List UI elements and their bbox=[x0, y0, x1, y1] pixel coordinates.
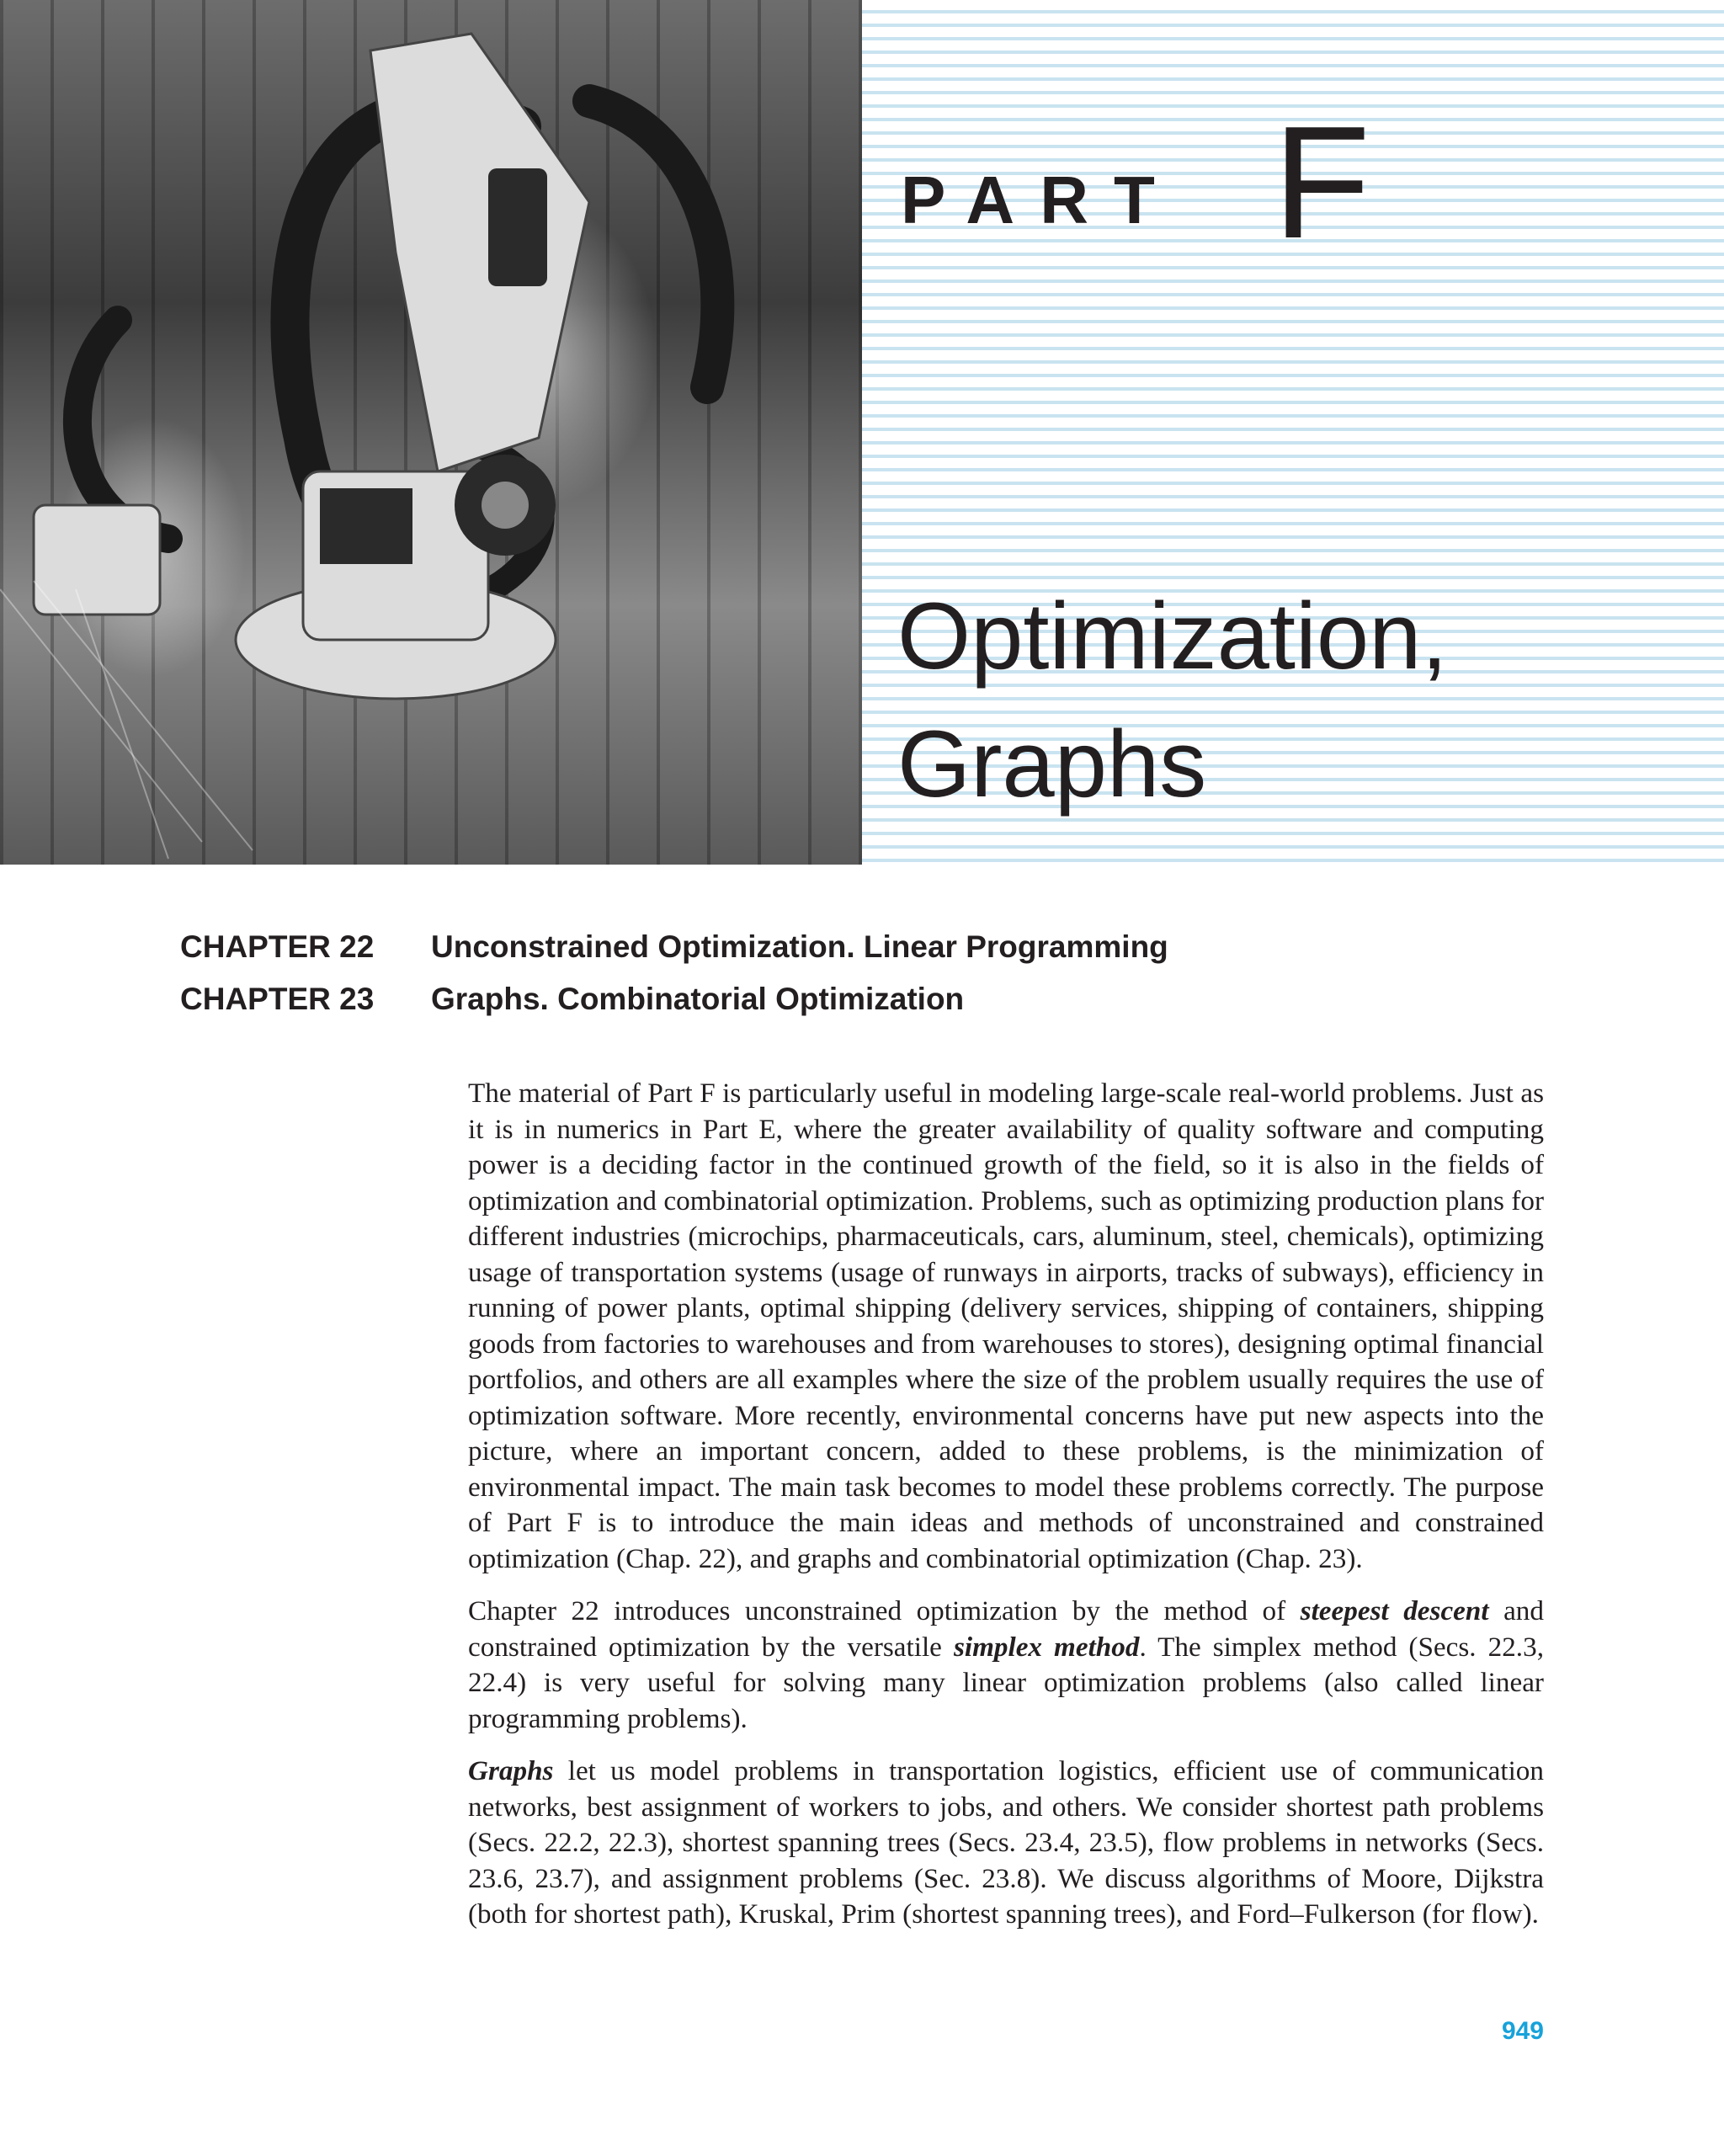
chapter-entry bbox=[180, 973, 1168, 1025]
body-text bbox=[468, 1076, 1544, 1950]
chapter-number: CHAPTER 22 bbox=[180, 929, 375, 964]
chapter-list bbox=[180, 921, 1168, 1025]
part-label: PART bbox=[901, 162, 1180, 237]
paragraph-intro: The material of Part F is particularly useful in modeling large-scale real-world problems. Just as it is in numerics in Part E, where the greater availability of quality software and computing power is a deciding factor in the continued growth of the field, so it is also in the fields of optimization and combinatorial optimization. Problems, such as optimizing production plans for different industries (microchips, pharmaceuticals, cars, aluminum, steel, chemicals), optimizing usage of transportation systems (usage of runways in airports, tracks of subways), efficiency in running of power plants, optimal shipping (delivery services, shipping of containers, shipping goods from factories to warehouses and from warehouses to stores), designing optimal financial portfolios, and others are all examples where the size of the problem usually requires the use of optimization software. More recently, environmental concerns have put new aspects into the picture, where an important concern, added to these problems, is the minimization of environmental impact. The main task becomes to model these problems correctly. The purpose of Part F is to introduce the main ideas and methods of unconstrained and constrained optimization (Chap. 22), and graphs and combinatorial optimization (Chap. 23). bbox=[468, 1078, 1544, 1574]
paragraph-chapter-22 bbox=[468, 1594, 1544, 1737]
text-run: . The simplex method (Secs. 22.3, 22.4) is very useful for solving many linear optimization problems (also called linear programming problems). bbox=[468, 1631, 1544, 1734]
chapter-number: CHAPTER 23 bbox=[180, 982, 375, 1016]
chapter-title: Unconstrained Optimization. Linear Programming bbox=[431, 929, 1168, 964]
part-title-line-1: Optimization, bbox=[897, 583, 1448, 689]
robot-arms-illustration bbox=[0, 0, 862, 865]
emphasis-term: simplex method bbox=[953, 1631, 1140, 1663]
page-number: 949 bbox=[1501, 2017, 1544, 2045]
text-run: and constrained optimization by the versatile bbox=[468, 1595, 1544, 1663]
paragraph-graphs bbox=[468, 1754, 1544, 1933]
emphasis-term: steepest descent bbox=[1300, 1595, 1489, 1626]
text-run: Chapter 22 introduces unconstrained optimization by the method of bbox=[468, 1595, 1301, 1626]
part-title-line-2: Graphs bbox=[897, 711, 1207, 817]
emphasis-term: Graphs bbox=[468, 1755, 554, 1786]
text-run: let us model problems in transportation logistics, efficient use of communication networks, best assignment of workers to jobs, and others. We consider shortest path problems (Secs. 22.2, 22.3), shortest spanning trees (Secs. 23.4, 23.5), flow problems in networks (Secs. 23.6, 23.7), and assignment problems (Sec. 23.8). We discuss algorithms of Moore, Dijkstra (both for shortest path), Kruskal, Prim (shortest spanning trees), and Ford–Fulkerson (for flow). bbox=[468, 1755, 1544, 1930]
part-letter: F bbox=[1273, 93, 1371, 272]
chapter-entry bbox=[180, 921, 1168, 973]
factory-robots-photo bbox=[0, 0, 862, 865]
chapter-title: Graphs. Combinatorial Optimization bbox=[431, 982, 965, 1016]
